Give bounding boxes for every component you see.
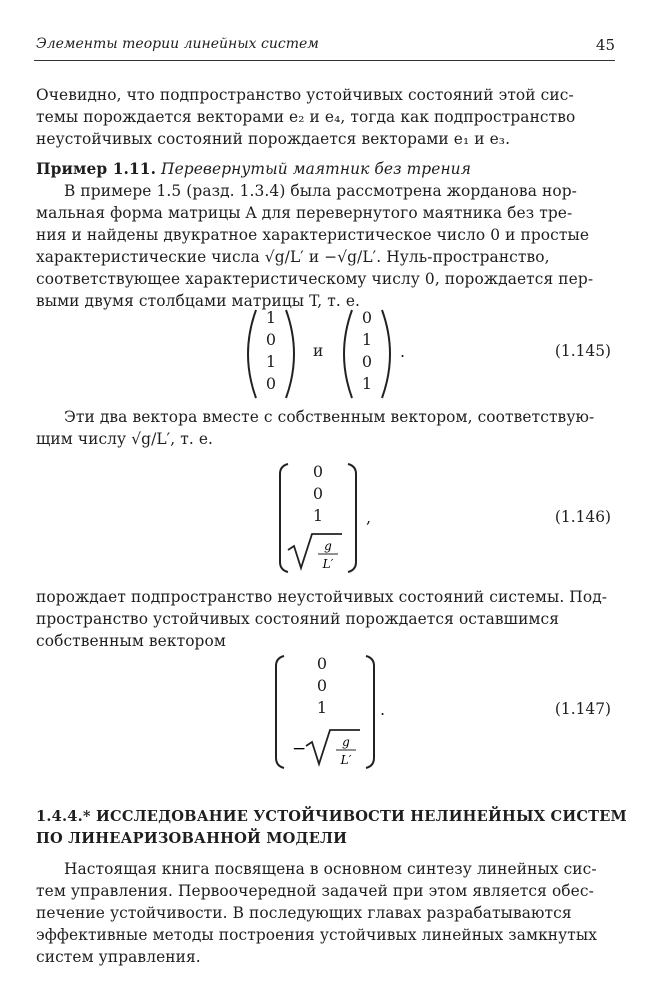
example-heading (36, 158, 610, 180)
vector1-entry: 1 (265, 352, 277, 371)
text-line: выми двумя столбцами матрицы T, т. е. (36, 292, 361, 310)
text-line: неустойчивых состояний порождается векторами e₁ и e₃. (36, 130, 511, 148)
sqrt-denominator: L′ (322, 557, 334, 571)
text-line: Эти два вектора вместе с собственным вектором, соответствую- (64, 408, 595, 426)
sqrt-numerator: g (342, 735, 350, 749)
vector2-entry: 1 (361, 330, 373, 349)
page-number: 45 (595, 36, 615, 54)
text-line: ния и найдены двукратное характеристическое число 0 и простые (36, 226, 590, 244)
text-line: темы порождается векторами e₂ и e₄, тогда как подпространство (36, 108, 576, 126)
paragraph-unstable-subspace (36, 586, 610, 652)
paragraph-book-intro (36, 858, 610, 968)
vector-entry: 0 (312, 484, 324, 503)
text-line: порождает подпространство неустойчивых состояний системы. Под- (36, 588, 608, 606)
sqrt-denominator: L′ (340, 753, 352, 767)
text-line: собственным вектором (36, 632, 226, 650)
section-heading-line: 1.4.4.* ИССЛЕДОВАНИЕ УСТОЙЧИВОСТИ НЕЛИНЕЙНЫХ СИСТЕМ (36, 808, 627, 825)
equation-number: (1.145) (554, 342, 611, 360)
text-line: систем управления. (36, 948, 201, 966)
vector-entry: 0 (316, 676, 328, 695)
vector-entry: 0 (312, 462, 324, 481)
sqrt-numerator: g (324, 539, 332, 553)
example-label: Пример 1.11. (36, 160, 157, 178)
equation-1-147 (0, 650, 659, 772)
text-line: печение устойчивости. В последующих главах разрабатываются (36, 904, 572, 922)
equation-punctuation: . (400, 342, 406, 361)
section-heading (36, 806, 627, 850)
vector-entry: 1 (312, 506, 324, 525)
example-title: Перевернутый маятник без трения (161, 160, 471, 178)
section-heading-line: ПО ЛИНЕАРИЗОВАННОЙ МОДЕЛИ (36, 830, 348, 847)
equation-punctuation: , (366, 508, 372, 527)
running-title: Элементы теории линейных систем (36, 36, 319, 52)
equation-number: (1.146) (554, 508, 611, 526)
text-line: соответствующее характеристическому числу 0, порождается пер- (36, 270, 594, 288)
paragraph-stable-subspace (36, 84, 610, 150)
vector1-entry: 1 (265, 308, 277, 327)
vector1-entry: 0 (265, 374, 277, 393)
text-line: эффективные методы построения устойчивых линейных замкнутых (36, 926, 598, 944)
conjunction: и (313, 342, 324, 360)
paragraph-eigenvector (36, 406, 610, 450)
minus-sign: − (292, 739, 307, 759)
header-rule (34, 60, 615, 61)
equation-punctuation: . (380, 700, 386, 719)
text-line: Настоящая книга посвящена в основном синтезу линейных сис- (64, 860, 597, 878)
vector2-entry: 1 (361, 374, 373, 393)
equation-number: (1.147) (554, 700, 611, 718)
text-line: тем управления. Первоочередной задачей при этом является обес- (36, 882, 594, 900)
text-line: пространство устойчивых состояний порождается оставшимся (36, 610, 560, 628)
text-line: В примере 1.5 (разд. 1.3.4) была рассмотрена жорданова нор- (64, 182, 577, 200)
vector-entry: 1 (316, 698, 328, 717)
vector-entry: 0 (316, 654, 328, 673)
vector2-entry: 0 (361, 352, 373, 371)
text-line: Очевидно, что подпространство устойчивых состояний этой сис- (36, 86, 574, 104)
equation-1-145 (0, 306, 659, 402)
equation-1-146 (0, 458, 659, 576)
vector2-entry: 0 (361, 308, 373, 327)
text-line: характеристические числа √g/L′ и −√g/L′. Нуль-пространство, (36, 248, 550, 266)
text-line: мальная форма матрицы A для перевернутого маятника без тре- (36, 204, 573, 222)
running-header (36, 36, 615, 58)
vector1-entry: 0 (265, 330, 277, 349)
text-line: щим числу √g/L′, т. е. (36, 430, 214, 448)
paragraph-example-body (36, 180, 610, 312)
